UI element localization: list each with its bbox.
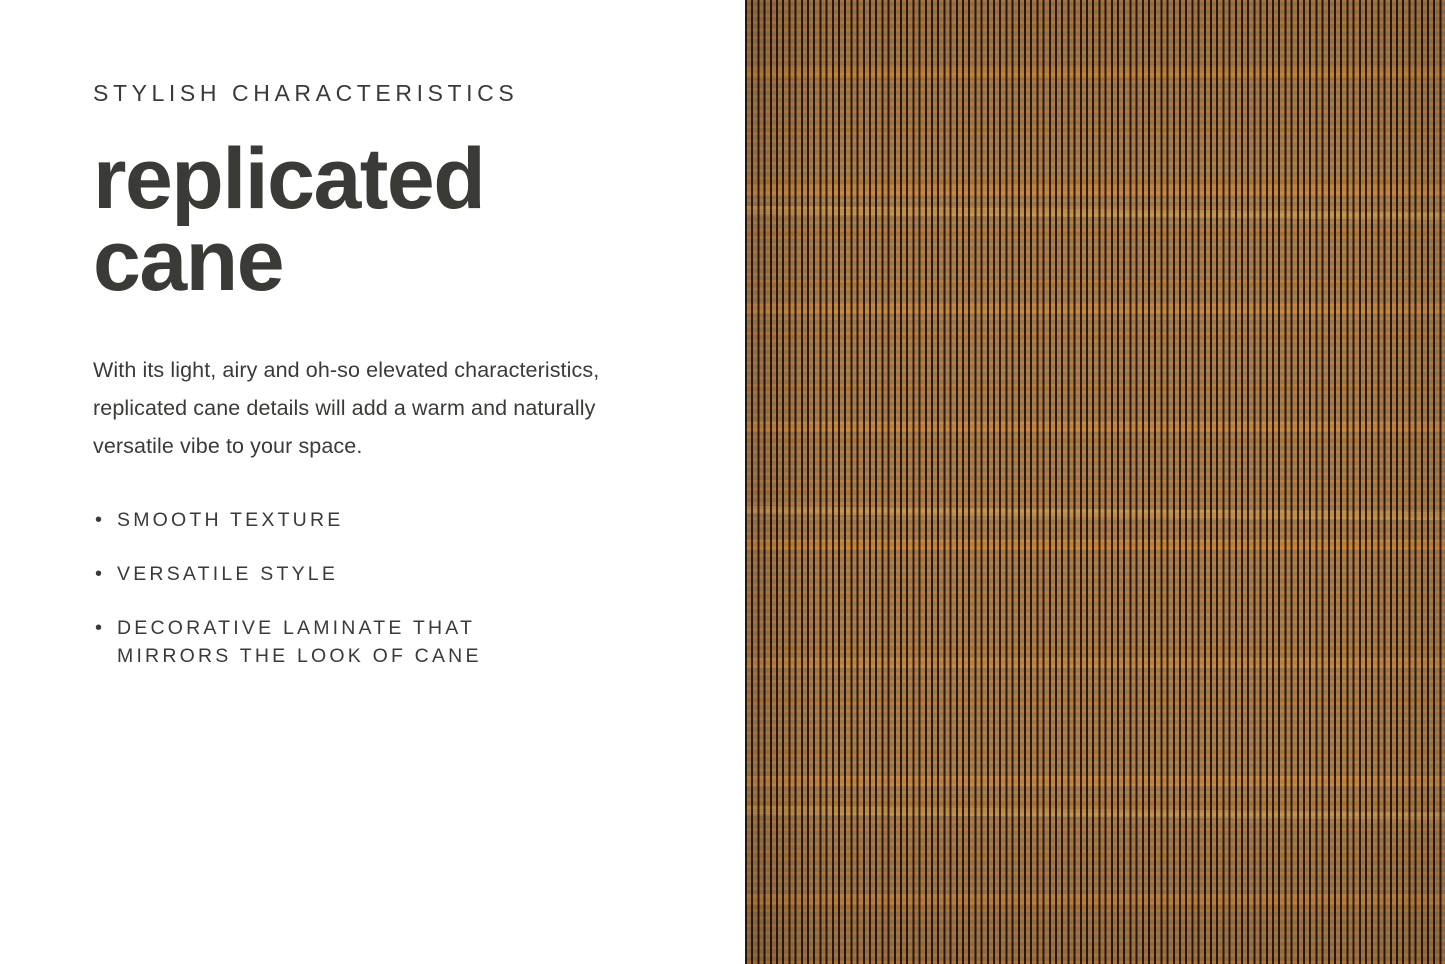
list-item: [93, 615, 675, 670]
feature-label: SMOOTH TEXTURE: [117, 509, 344, 532]
list-item: [93, 561, 675, 589]
cane-weave-texture-photo: [745, 0, 1445, 964]
body-paragraph: With its light, airy and oh-so elevated characteristics, replicated cane details will add a warm and naturally versatile vibe to your space.: [93, 357, 600, 459]
bullet-icon: •: [95, 509, 103, 532]
weave-vignette-layer: [745, 0, 1445, 964]
bullet-icon: •: [95, 616, 103, 639]
bullet-icon: •: [95, 563, 103, 586]
feature-label: VERSATILE STYLE: [117, 563, 339, 586]
feature-list: [93, 507, 675, 670]
list-item: [93, 507, 675, 535]
eyebrow-label: STYLISH CHARACTERISTICS: [93, 80, 519, 106]
page-title: replicated cane: [93, 130, 485, 310]
feature-label: DECORATIVE LAMINATE THAT MIRRORS THE LOOK OF CANE: [117, 616, 482, 667]
